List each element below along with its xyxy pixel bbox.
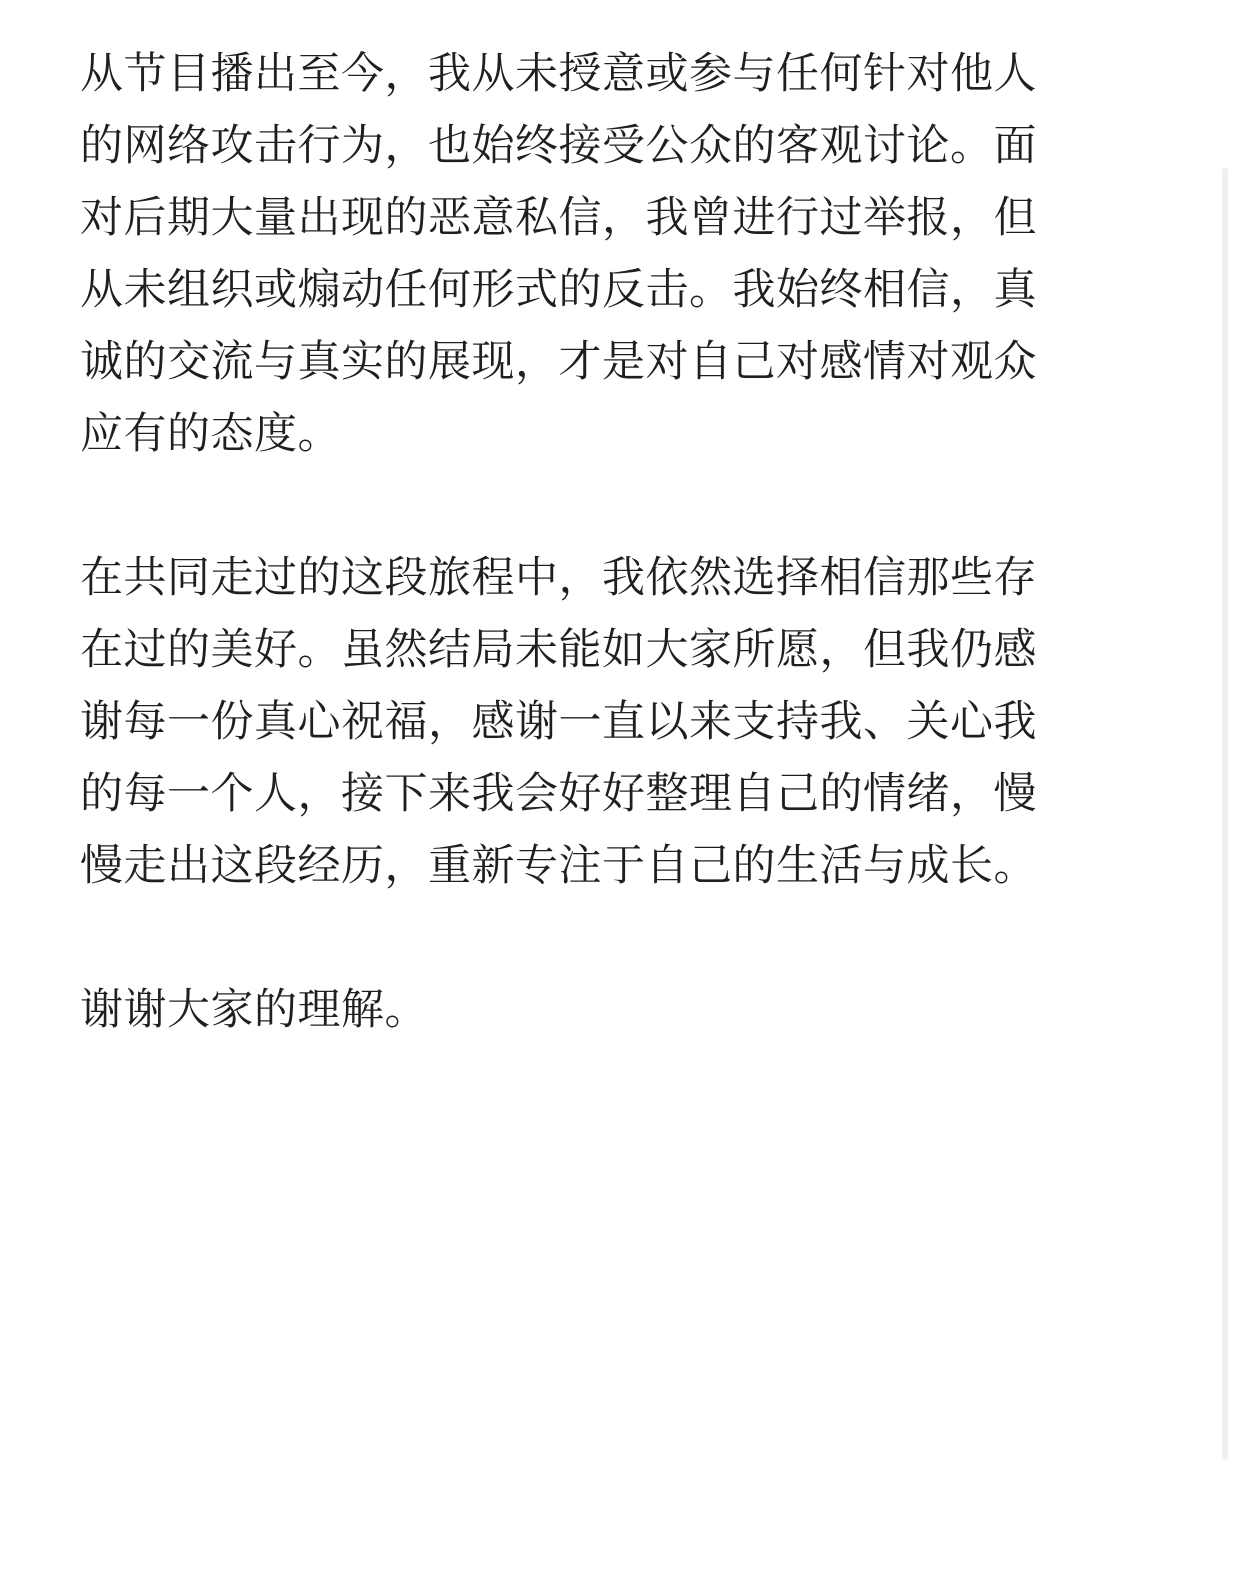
text-line: 的网络攻击行为，也始终接受公众的客观讨论。面 [80, 121, 1037, 171]
text-line: 从节目播出至今，我从未授意或参与任何针对他人 [80, 49, 1037, 99]
paragraph-2 [80, 542, 1120, 902]
text-line: 应有的态度。 [80, 409, 341, 459]
text-line: 谢谢大家的理解。 [80, 985, 428, 1035]
text-line: 的每一个人，接下来我会好好整理自己的情绪，慢 [80, 769, 1037, 819]
article-body [80, 38, 1120, 1046]
text-line: 在共同走过的这段旅程中，我依然选择相信那些存 [80, 553, 1037, 603]
text-line: 从未组织或煽动任何形式的反击。我始终相信，真 [80, 265, 1037, 315]
text-line: 慢走出这段经历，重新专注于自己的生活与成长。 [80, 841, 1037, 891]
paragraph-gap [80, 470, 1120, 542]
paragraph-gap [80, 902, 1120, 974]
paragraph-1 [80, 38, 1120, 470]
text-line: 谢每一份真心祝福，感谢一直以来支持我、关心我 [80, 697, 1037, 747]
text-line: 对后期大量出现的恶意私信，我曾进行过举报，但 [80, 193, 1037, 243]
scrollbar-track[interactable] [1222, 168, 1228, 1460]
text-line: 诚的交流与真实的展现，才是对自己对感情对观众 [80, 337, 1037, 387]
text-line: 在过的美好。虽然结局未能如大家所愿，但我仍感 [80, 625, 1037, 675]
paragraph-3 [80, 974, 1120, 1046]
